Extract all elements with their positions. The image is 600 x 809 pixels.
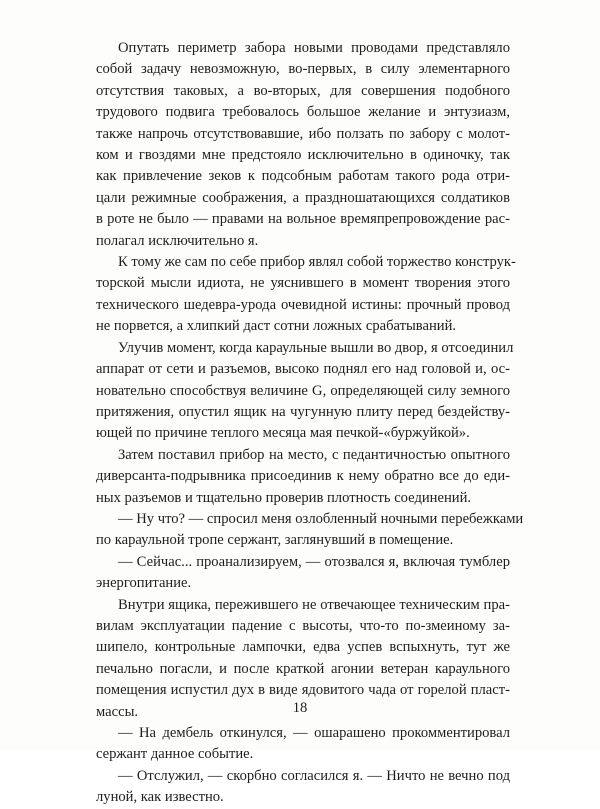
text-line: по караульной тропе сержант, заглянувший в помещение. (96, 532, 454, 549)
text-line: печально погасли, и после краткой агонии ветеран караульного (96, 660, 510, 677)
paragraph (96, 338, 514, 445)
text-line: диверсанта-подрывника присоединив к нему обратно все до еди- (96, 468, 510, 485)
text-line: вилам эксплуатации падение с высоты, что-то по-змеиному за- (96, 617, 510, 634)
text-line: цали режимные соображения, а праздношатающихся солдатиков (96, 189, 510, 206)
body-text (96, 38, 524, 809)
text-line: помещения испустил дух в виде ядовитого чада от горелой пласт- (96, 682, 510, 699)
paragraph (96, 38, 510, 252)
text-line: аппарат от сети и разъемов, высоко поднял его над головой и, ос- (96, 361, 510, 378)
text-line: энергопитание. (96, 575, 192, 592)
text-line: технического шедевра-урода очевидной истины: прочный провод (96, 296, 510, 313)
page-number: 18 (292, 700, 308, 716)
text-line: — Отслужил, — скорбно согласился я. — Ничто не вечно под (118, 767, 510, 784)
text-line: К тому же сам по себе прибор являл собой торжество конструк- (118, 254, 516, 271)
paragraph (96, 552, 510, 595)
paragraph (96, 445, 510, 509)
paragraph (96, 723, 510, 766)
text-line: торской мысли идиота, не уяснившего в момент творения этого (96, 275, 510, 292)
text-line: не порвется, а хлипкий даст сотни ложных срабатываний. (96, 318, 457, 335)
text-line: собой задачу невозможную, во-первых, в силу элементарного (96, 61, 510, 78)
text-line: трудового подвига требовалось большое желание и энтузиазм, (96, 104, 510, 121)
text-line: ных разъемов и тщательно проверив плотность соединений. (96, 489, 472, 506)
text-line: ющей по причине теплого месяца мая печкой-«буржуйкой». (96, 425, 470, 442)
text-line: массы. (96, 703, 139, 720)
text-line: также напрочь отсутствовавшие, ибо ползать по забору с молот- (96, 125, 510, 142)
text-line: как привлечение зеков к подсобным работам такого рода отри- (96, 168, 510, 185)
text-line: — Ну что? — спросил меня озлобленный ночными перебежками (118, 510, 524, 527)
paragraph (96, 252, 516, 338)
text-line: в роте не было — правами на вольное времяпрепровождение рас- (96, 211, 510, 228)
paragraph (96, 509, 524, 552)
text-line: Опутать периметр забора новыми проводами представляло (118, 40, 510, 56)
text-line: Внутри ящика, пережившего не отвечающее техническим пра- (118, 596, 510, 613)
text-line: Улучив момент, когда караульные вышли во двор, я отсоединил (118, 339, 514, 356)
text-line: притяжения, опустил ящик на чугунную плиту перед бездейству- (96, 403, 510, 420)
text-line: — Сейчас... проанализируем, — отозвался я, включая тумблер (118, 553, 510, 570)
text-line: сержант данное событие. (96, 746, 254, 763)
text-line: новательно способствуя величине G, определяющей силу земного (96, 382, 510, 399)
text-line: полагал исключительно я. (96, 232, 259, 249)
text-line: отсутствия таковых, а во-вторых, для совершения подобного (96, 82, 510, 99)
text-line: — На дембель откинулся, — ошарашено прокомментировал (118, 725, 510, 741)
text-line: Затем поставил прибор на место, с педантичностью опытного (118, 446, 510, 463)
paragraph (96, 766, 510, 809)
text-line: шипело, контрольные лампочки, едва успев вспыхнуть, тут же (96, 639, 510, 656)
text-line: луной, как известно. (96, 789, 224, 806)
text-line: ком и гвоздями мне предстояло исключительно в одиночку, так (96, 147, 510, 164)
